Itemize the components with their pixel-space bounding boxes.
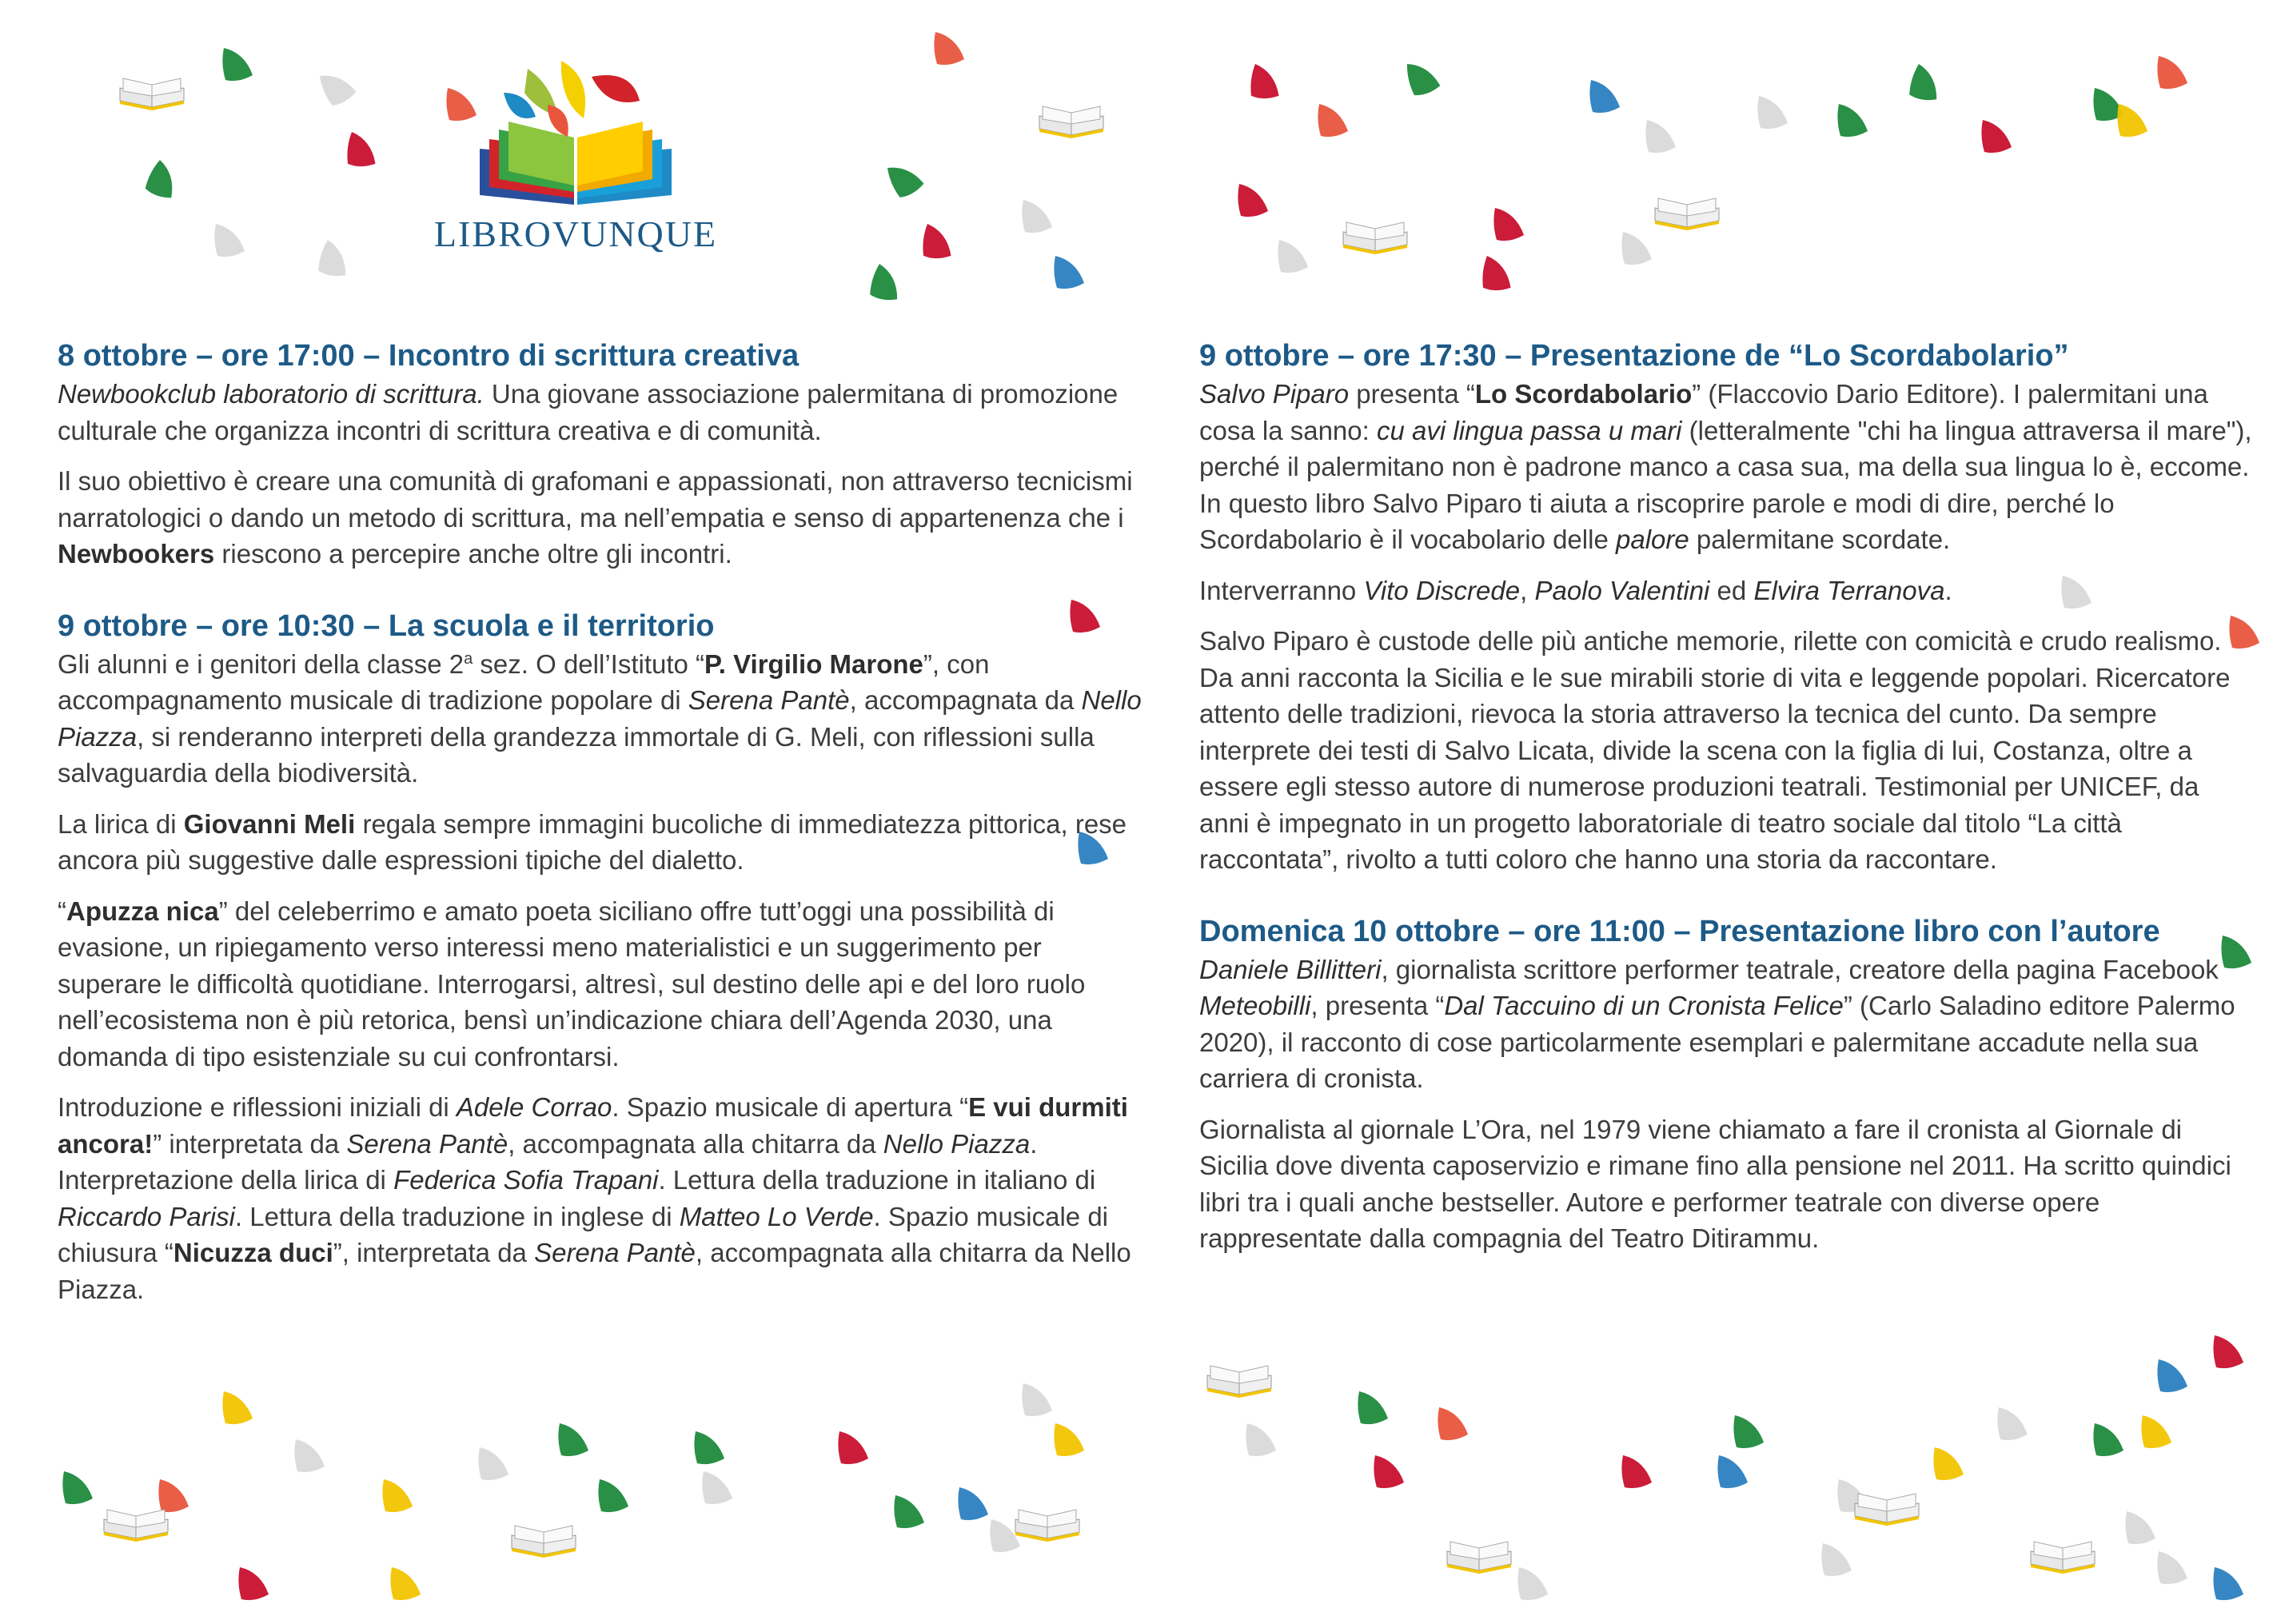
event-title: 9 ottobre – ore 10:30 – La scuola e il territorio [58, 609, 715, 643]
flying-page-shape [1022, 1383, 1052, 1416]
flying-page-shape [934, 32, 964, 65]
flying-page-shape [1238, 184, 1268, 217]
event-paragraph: “Apuzza nica” del celeberrimo e amato poeta siciliano offre tutt’oggi una possibilità di evasione, un ripiegamento verso interessi meno materialistici e un suggerimento per superare le difficoltà quotidiane. Interrogarsi, altresì, sul destino delle api e del loro ruolo nell’ecosistema non è più retorica, bensì un’indicazione chiara dell’Agenda 2030, una domanda di tipo esistenziale su cui confrontarsi. [58, 896, 1086, 1071]
flying-page-shape [1517, 1567, 1548, 1600]
flying-page-shape [1837, 104, 1868, 137]
flying-page-shape [382, 1479, 413, 1512]
flying-page-shape [2141, 1415, 2171, 1448]
flying-page-shape [558, 1423, 588, 1456]
flying-page-shape [2125, 1511, 2155, 1544]
flying-page-shape [867, 263, 906, 305]
flying-page-shape [1374, 1455, 1404, 1488]
flying-page-shape [958, 1487, 988, 1520]
event-paragraph: Salvo Piparo presenta “Lo Scordabolario” (Flaccovio Dario Editore). I palermitani una cosa la sanno: cu avi lingua passa u mari (letteralmente "chi ha lingua attraversa il mare"), perché il palermitano non è padrone manco a casa sua, ma della sua lingua lo è, eccome. In questo libro Salvo Piparo ti aiuta a riscoprire parole e modi di dire, perché lo Scordabolario è il vocabolario delle palore palermitane scordate. [1199, 379, 2252, 554]
event-title: 9 ottobre – ore 17:30 – Presentazione de “Lo Scordabolario” [1199, 339, 2069, 373]
flying-page-shape [1717, 1455, 1748, 1488]
event-scordabolario [1199, 336, 2255, 878]
flying-page-shape [214, 224, 245, 257]
flying-page-shape [1358, 1391, 1388, 1424]
open-book-icon [1343, 222, 1407, 254]
flying-page-shape [886, 158, 925, 200]
flying-page-shape [1406, 59, 1441, 97]
event-paragraph: Giornalista al giornale L’Ora, nel 1979 viene chiamato a fare il cronista al Giornale di Sicilia dove diventa caposervizio e rimane fino alla pensione nel 2011. Ha scritto quindici libri tra i quali anche bestseller. Autore e performer teatrale con diverse opere rappresentate dalla compagnia del Teatro Ditirammu. [1199, 1114, 2231, 1253]
open-book-icon [120, 78, 184, 110]
flying-page-shape [478, 1447, 508, 1480]
open-book-icon [104, 1510, 168, 1542]
event-paragraph: Il suo obiettivo è creare una comunità di grafomani e appassionati, non attraverso tecnicismi narratologici o dando un metodo di scrittura, ma nell’empatia e senso di appartenenza che i Newbookers riescono a percepire anche oltre gli incontri. [58, 466, 1133, 569]
librovunque-logo [424, 61, 728, 261]
event-school-territory [58, 606, 1145, 1308]
flying-page-shape [1981, 120, 2012, 153]
flying-page-shape [142, 159, 185, 202]
event-paragraph: La lirica di Giovanni Meli regala sempre immagini bucoliche di immediatezza pittorica, rese ancora più suggestive dalle espressioni tipiche del dialetto. [58, 808, 1127, 875]
flying-page-shape [2157, 1551, 2187, 1584]
flying-page-shape [1022, 200, 1052, 233]
flying-page-shape [238, 1567, 269, 1600]
event-paragraph: Daniele Billitteri, giornalista scrittore performer teatrale, creatore della pagina Facebook Meteobilli, presenta “Dal Taccuino di un Cronista Felice” (Carlo Saladino editore Palermo 2020), il racconto di cose particolarmente esemplari e palermitane accadute nella sua carriera di cronista. [1199, 954, 2235, 1093]
flying-page-shape [1054, 256, 1084, 289]
flying-page-shape [1757, 96, 1788, 129]
event-title: Domenica 10 ottobre – ore 11:00 – Presentazione libro con l’autore [1199, 914, 2160, 948]
flying-page-shape [2117, 104, 2147, 137]
open-book-icon [1015, 1510, 1079, 1542]
flying-page-shape [345, 132, 380, 170]
flying-page-shape [1733, 1415, 1764, 1448]
flying-page-shape [1645, 120, 1676, 153]
logo-wordmark: LIBROVUNQUE [433, 213, 718, 254]
open-book-icon [1655, 198, 1719, 230]
flying-page-shape [838, 1431, 868, 1464]
flying-page-shape [62, 1471, 93, 1504]
event-title: 8 ottobre – ore 17:00 – Incontro di scrittura creativa [58, 339, 800, 373]
flying-page-shape [1997, 1407, 2028, 1440]
flying-page-shape [1480, 256, 1515, 293]
flying-page-shape [894, 1495, 924, 1528]
open-book-icon [1447, 1542, 1511, 1574]
open-book-icon [1039, 106, 1103, 138]
flying-page-shape [2157, 1359, 2187, 1392]
flying-page-shape [1246, 1423, 1276, 1456]
event-creative-writing [58, 336, 1145, 573]
left-column [58, 336, 1145, 1341]
flying-page-shape [598, 1479, 628, 1512]
event-paragraph: Salvo Piparo è custode delle più antiche memorie, rilette con comicità e crudo realismo. Da anni racconta la Sicilia e le sue mirabili storie di vita e leggende popolari. Ricercatore attento delle tradizioni, rievoca la storia attraverso la tecnica del cunto. Da sempre interprete dei testi di Salvo Licata, divide la scena con la figlia di lui, Costanza, oltre a essere egli stesso autore di numerose produzioni teatrali. Testimonial per UNICEF, da anni è impegnato in un progetto laboratoriale di teatro sociale dal titolo “La città raccontata”, rivolto a tutti coloro che hanno una storia da raccontare. [1199, 626, 2231, 874]
flying-page-shape [1278, 240, 1308, 273]
flying-page-shape [2093, 1423, 2123, 1456]
flying-page-shape [1621, 1455, 1652, 1488]
flying-page-shape [2157, 56, 2187, 89]
open-book-icon [512, 1526, 576, 1558]
flying-page-shape [315, 239, 354, 281]
flying-page-shape [158, 1479, 189, 1512]
flying-page-shape [1589, 80, 1620, 113]
flying-page-shape [2213, 1335, 2243, 1368]
open-book-icon [1855, 1494, 1919, 1526]
flying-page-shape [702, 1471, 732, 1504]
flying-page-shape [318, 66, 357, 108]
flying-page-shape [1248, 64, 1283, 102]
flying-page-shape [222, 1391, 253, 1424]
event-paragraph: Introduzione e riflessioni iniziali di Adele Corrao. Spazio musicale di apertura “E vui durmiti ancora!” interpretata da Serena Pantè, accompagnata alla chitarra da Nello Piazza. Interpretazione della lirica di Federica Sofia Trapani. Lettura della traduzione in italiano di Riccardo Parisi. Lettura della traduzione in inglese di Matteo Lo Verde. Spazio musicale di chiusura “Nicuzza duci”, interpretata da Serena Pantè, accompagnata alla chitarra da Nello Piazza. [58, 1092, 1131, 1304]
flying-page-shape [1933, 1447, 1964, 1480]
flying-page-shape [694, 1431, 724, 1464]
event-paragraph: Newbookclub laboratorio di scrittura. Una giovane associazione palermitana di promozione culturale che organizza incontri di scrittura creativa e di comunità. [58, 379, 1119, 445]
event-book-presentation [1199, 912, 2255, 1257]
open-book-icon [2031, 1542, 2095, 1574]
flying-page-shape [294, 1439, 325, 1472]
event-paragraph: Interverranno Vito Discrede, Paolo Valentini ed Elvira Terranova. [1199, 575, 1952, 605]
event-paragraph: Gli alunni e i genitori della classe 2$^a$ sez. O dell’Istituto “P. Virgilio Marone”, con accompagnamento musicale di tradizione popolare di Serena Pantè, accompagnata da Nello Piazza, si renderanno interpreti della grandezza immortale di G. Meli, con riflessioni sulla salvaguardia della biodiversità. [58, 648, 1142, 788]
flying-page-shape [222, 48, 253, 81]
open-book-icon [1207, 1366, 1271, 1398]
flying-page-shape [1821, 1543, 1852, 1576]
flying-page-shape [920, 224, 955, 261]
flying-page-shape [2213, 1567, 2243, 1600]
flying-page-shape [390, 1567, 421, 1600]
flying-page-shape [1906, 63, 1945, 105]
open-book-logo-icon [472, 61, 680, 213]
right-column [1199, 336, 2255, 1291]
flying-page-shape [1493, 208, 1524, 241]
flying-page-shape [1318, 104, 1348, 137]
flying-page-shape [1621, 232, 1652, 265]
flying-page-shape [1054, 1423, 1084, 1456]
flying-page-shape [1438, 1407, 1468, 1440]
